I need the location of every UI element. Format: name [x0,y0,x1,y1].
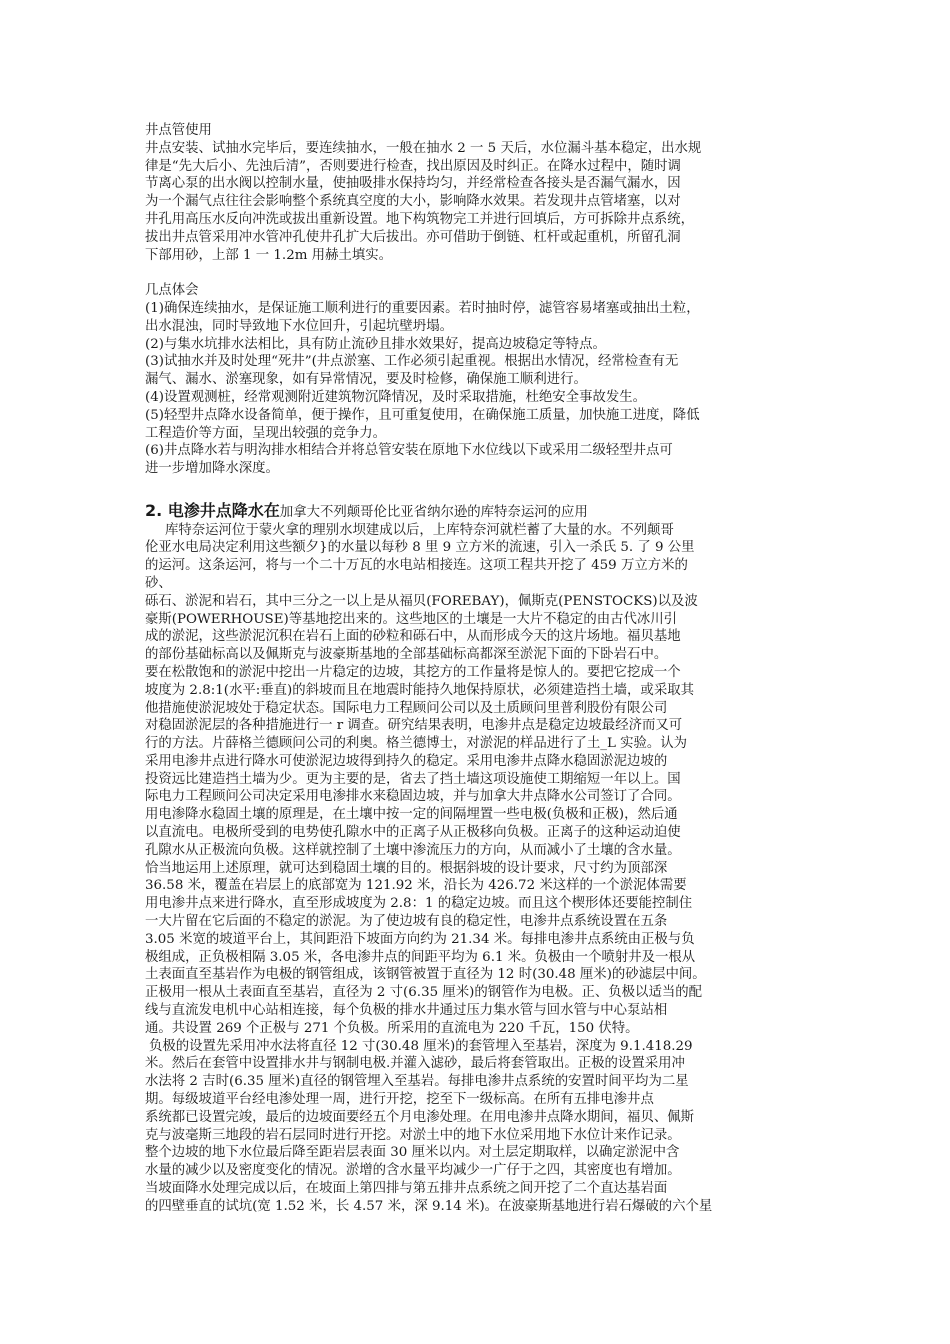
text-line: (4)设置观测桩，经常观测附近建筑物沉降情况，及时采取措施，杜绝安全事故发生。 [145,389,647,405]
section-heading-rest: 加拿大不列颠哥伦比亚省纳尔逊的库特奈运河的应用 [279,504,588,520]
text-line: 伦亚水电局决定利用这些额夕}的水量以每秒 8 里 9 立方米的流速，引入一杀氏 5. 了 9 公里 [145,540,695,556]
text-line: 一大片留在它后面的不稳定的淤泥。为了使边坡有良的稳定性，电渗井点系统设置在五条 [145,914,668,930]
text-line: 豪斯(POWERHOUSE)等基地挖出来的。这些地区的土壤是一大片不稳定的由古代冰川引 [145,611,678,627]
text-line: (3)试抽水并及时处理“死井”(井点淤塞、工作必须引起重视。根据出水情况，经常检查有无 [145,354,679,370]
section-heading-experience: 几点体会 [145,283,199,299]
text-line: 线与直流发电机中心站相连接，每个负极的排水井通过压力集水管与回水管与中心泵站相 [145,1003,668,1019]
text-line: 的运河。这条运河，将与一个二十万瓦的水电站相接连。这项工程共开挖了 459 万立方米的 [145,558,688,574]
text-line: 他措施使淤泥坡处于稳定状态。国际电力工程顾问公司以及土质顾问里普利股份有限公司 [145,700,668,716]
section-heading-wellpoint-use: 井点管使用 [145,123,212,138]
text-line: 律是“先大后小、先浊后清”，否则要进行检查，找出原因及时纠正。在降水过程中，随时调 [145,158,681,174]
text-line: 以直流电。电极所受到的电势使孔隙水中的正离子从正极移向负极。正离子的这种运动迫使 [145,825,681,841]
text-line: 出水混浊，同时导致地下水位回升，引起坑壁坍塌。 [145,318,453,334]
text-line: 砂、 [145,575,172,591]
text-line: 孔隙水从正极流向负极。这样就控制了土壤中渗流压力的方向，从而减小了土壤的含水量。 [145,842,681,858]
text-line: 36.58 米，覆盖在岩层上的底部宽为 121.92 米，沿长为 426.72 米这样的一个淤泥体需要 [145,878,687,894]
document-page [145,122,810,1216]
text-line: 的四壁垂直的试坑(宽 1.52 米，长 4.57 米，深 9.14 米)。在波豪斯基地进行岩石爆破的六个星 [145,1198,713,1214]
text-line: 成的淤泥，这些淤泥沉积在岩石上面的砂粒和砾石中，从而形成今天的这片场地。福贝基地 [145,629,681,645]
text-line: 用电渗井点来进行降水，直至形成坡度为 2.8：1 的稳定边坡。而且这个楔形体还要能控制住 [145,896,693,912]
text-line: 当坡面降水处理完成以后，在坡面上第四排与第五排井点系统之间开挖了二个直达基岩面 [145,1181,668,1197]
section-body-wellpoint-use [145,140,810,265]
text-line: 进一步增加降水深度。 [145,461,279,477]
text-line: 工程造价等方面，呈现出较强的竞争力。 [145,425,387,441]
text-line: (2)与集水坑排水法相比，具有防止流砂且排水效果好，提高边坡稳定等特点。 [145,336,606,352]
text-line: 3.05 米宽的坡道平台上，其间距沿下坡面方向约为 21.34 米。每排电渗井点系统由正极与负 [145,931,695,947]
text-line: 极组成，正负极相隔 3.05 米，各电渗井点的间距平均为 6.1 米。负极由一个喷射井及一根从 [145,949,696,965]
text-line: 节离心泵的出水阀以控制水量，使抽吸排水保持均匀，并经常检查各接头是否漏气漏水，因 [145,176,681,192]
text-line: 井孔用高压水反向冲洗或拔出重新设置。地下构筑物完工并进行回填后，方可拆除井点系统， [145,211,695,227]
text-line: 通。共设置 269 个正极与 271 个负极。所采用的直流电为 220 千瓦，150 伏特。 [145,1020,639,1036]
text-line: 米。然后在套管中设置排水井与钢制电极.并灌入滤砂，最后将套管取出。正极的设置采用冲 [145,1056,685,1072]
text-line: 水量的减少以及密度变化的情况。淤增的含水量平均减少一广仔于之四，其密度也有增加。 [145,1163,681,1179]
text-line: (1)确保连续抽水，是保证施工顺利进行的重要因素。若时抽时停，滤管容易堵塞或抽出土粒， [145,300,700,316]
text-line: 井点安装、试抽水完毕后，要连续抽水，一般在抽水 2 一 5 天后，水位漏斗基本稳定，出水规 [145,140,702,156]
section-body-experience [145,300,810,478]
text-line: 负极的设置先采用冲水法将直径 12 寸(30.48 厘米)的套管埋入至基岩，深度为 9.1.418.29 [149,1038,693,1054]
text-line: 用电渗降水稳固土壤的原理是，在土壤中按一定的间隔埋置一些电极(负极和正极)，然后通 [145,807,678,823]
section-heading-number: 2. 电渗井点降水在 [145,500,280,520]
text-line: 拔出井点管采用冲水管冲孔使井孔扩大后拔出。亦可借助于倒链、杠杆或起重机，所留孔洞 [145,229,681,245]
text-line: 恰当地运用上述原理，就可达到稳固土壤的目的。根据斜坡的设计要求，尺寸约为顶部深 [145,860,668,876]
text-line: (6)井点降水若与明沟排水相结合并将总管安装在原地下水位线以下或采用二级轻型井点可 [145,443,673,459]
text-line: 整个边坡的地下水位最后降至距岩层表面 30 厘米以内。对土层定期取样，以确定淤泥中含 [145,1145,680,1161]
text-line: 际电力工程顾问公司决定采用电渗排水来稳固边坡，并与加拿大井点降水公司签订了合同。 [145,789,681,805]
text-line: 土表面直至基岩作为电极的钢管组成，该钢管被置于直径为 12 时(30.48 厘米)的砂滤层中间。 [145,967,706,983]
text-line: 克与波毫斯三地段的岩石层同时进行开挖。对淤土中的地下水位采用地下水位计来作记录。 [145,1127,681,1143]
text-line: (5)轻型井点降水设备简单，便于操作，且可重复使用，在确保施工质量，加快施工进度，降低 [145,407,700,423]
text-line: 投资远比建造挡土墙为少。更为主要的是，省去了挡土墙这项设施使工期缩短一年以上。国 [145,771,681,787]
text-line: 的部份基础标高以及佩斯克与波豪斯基地的全部基础标高都深至淤泥下面的下卧岩石中。 [145,647,668,663]
section-body-electroosmosis [145,522,810,1038]
text-line: 砾石、淤泥和岩石，其中三分之一以上是从福贝(FOREBAY)，佩斯克(PENSTOCKS)以及波 [145,593,698,609]
text-line: 行的方法。片薛格兰德顾问公司的利奥。格兰德博士，对淤泥的样品进行了土_L 实验。认为 [145,736,688,752]
text-line: 为一个漏气点往往会影响整个系统真空度的大小，影响降水效果。若发现井点管堵塞，以对 [145,194,681,210]
section-body-electroosmosis-cont [145,1038,810,1216]
text-line: 要在松散饱和的淤泥中挖出一片稳定的边坡，其挖方的工作量将是惊人的。要把它挖成一个 [145,664,681,680]
text-line: 对稳固淤泥层的各种措施进行一 r 调查。研究结果表明，电渗井点是稳定边坡最经济而又可 [145,718,683,734]
text-line: 漏气、漏水、淤塞现象，如有异常情况，要及时检修，确保施工顺利进行。 [145,372,587,388]
text-line: 下部用砂，上部 1 一 1.2m 用赫土填实。 [145,247,393,263]
section-heading-electroosmosis [145,502,810,522]
text-line: 系统都已设置完竣，最后的边坡面要经五个月电渗处理。在用电渗井点降水期间，福贝、佩斯 [145,1109,695,1125]
text-line: 坡度为 2.8:1(水平:垂直)的斜坡而且在地震时能持久地保持原状，必须建造挡土墙，或采取其 [145,682,694,698]
text-line: 水法将 2 吉时(6.35 厘米)直径的钢管埋入至基岩。每排电渗井点系统的安置时间平均为二星 [145,1074,689,1090]
text-line: 正极用一根从土表面直至基岩，直径为 2 寸(6.35 厘米)的钢管作为电极。正、负极以适当的配 [145,985,703,1001]
text-line: 库特奈运河位于蒙火拿的理别水坝建成以后，上库特奈河就栏蓄了大量的水。不列颠哥 [165,522,674,538]
text-line: 期。每级坡道平台经电渗处理一周，进行开挖，挖至下一级标高。在所有五排电渗井点 [145,1092,654,1108]
text-line: 采用电渗井点进行降水可使淤泥边坡得到持久的稳定。采用电渗井点降水稳固淤泥边坡的 [145,753,668,769]
